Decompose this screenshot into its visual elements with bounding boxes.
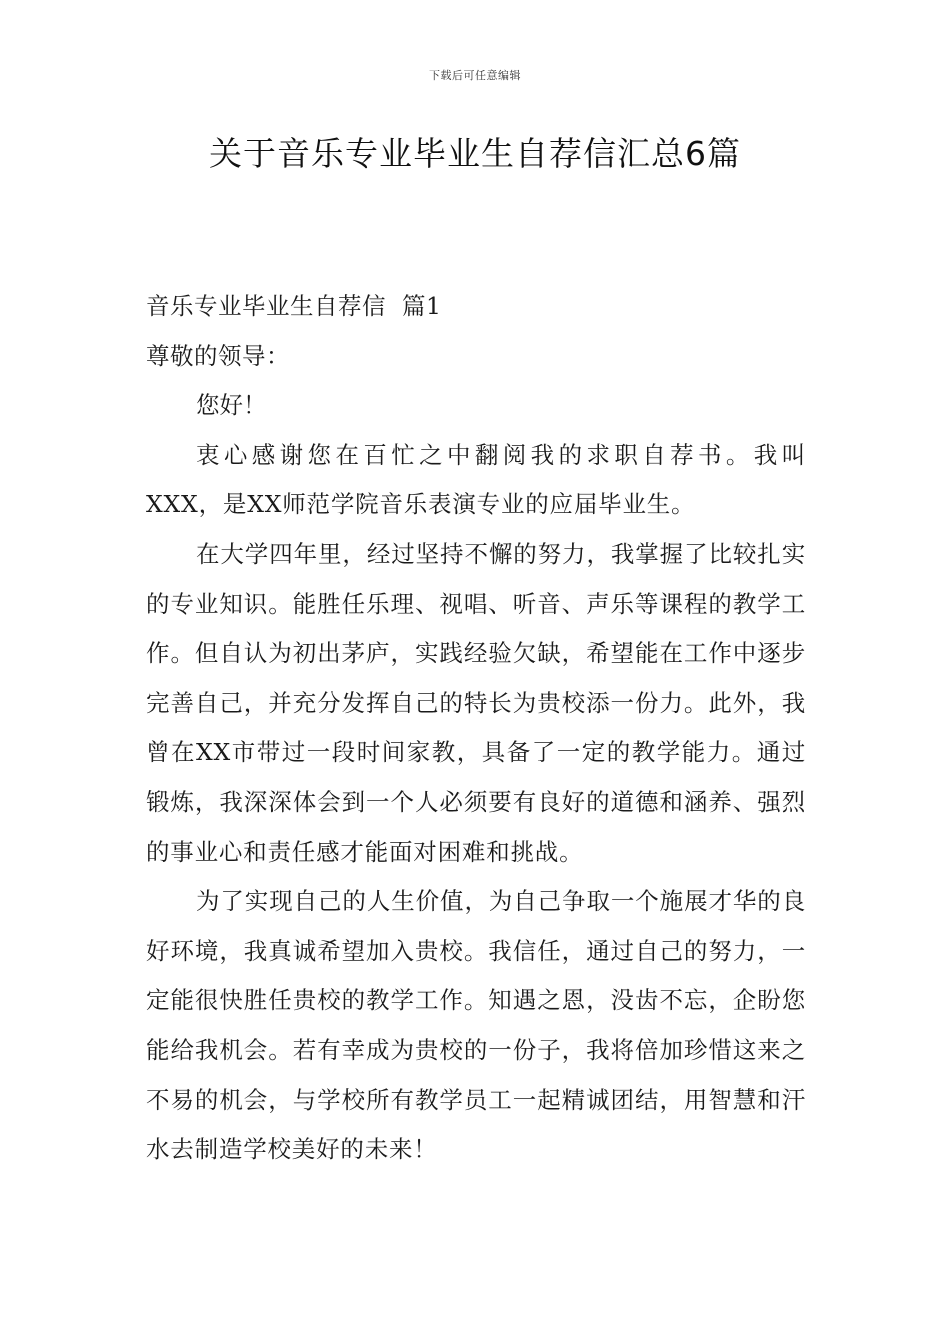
section-heading: 音乐专业毕业生自荐信 篇1 bbox=[146, 292, 442, 320]
paragraph-experience: 在大学四年里，经过坚持不懈的努力，我掌握了比较扎实的专业知识。能胜任乐理、视唱、听音、声乐等课程的教学工作。但自认为初出茅庐，实践经验欠缺，希望能在工作中逐步完善自己，并充分发挥自己的特长为贵校添一份力。此外，我曾在XX市带过一段时间家教，具备了一定的教学能力。通过锻炼，我深深体会到一个人必须要有良好的道德和涵养、强烈的事业心和责任感才能面对困难和挑战。 bbox=[146, 539, 806, 866]
salutation: 尊敬的领导： bbox=[146, 341, 290, 370]
paragraph-intro: 衷心感谢您在百忙之中翻阅我的求职自荐书。我叫XXX，是XX师范学院音乐表演专业的应届毕业生。 bbox=[146, 440, 806, 519]
greeting: 您好！ bbox=[196, 391, 267, 420]
letter-body bbox=[146, 282, 806, 1175]
document-title: 关于音乐专业毕业生自荐信汇总6篇 bbox=[209, 134, 741, 173]
paragraph-aspiration: 为了实现自己的人生价值，为自己争取一个施展才华的良好环境，我真诚希望加入贵校。我信任，通过自己的努力，一定能很快胜任贵校的教学工作。知遇之恩，没齿不忘，企盼您能给我机会。若有幸成为贵校的一份子，我将倍加珍惜这来之不易的机会，与学校所有教学员工一起精诚团结，用智慧和汗水去制造学校美好的未来！ bbox=[146, 887, 806, 1164]
header-note: 下载后可任意编辑 bbox=[429, 69, 521, 82]
